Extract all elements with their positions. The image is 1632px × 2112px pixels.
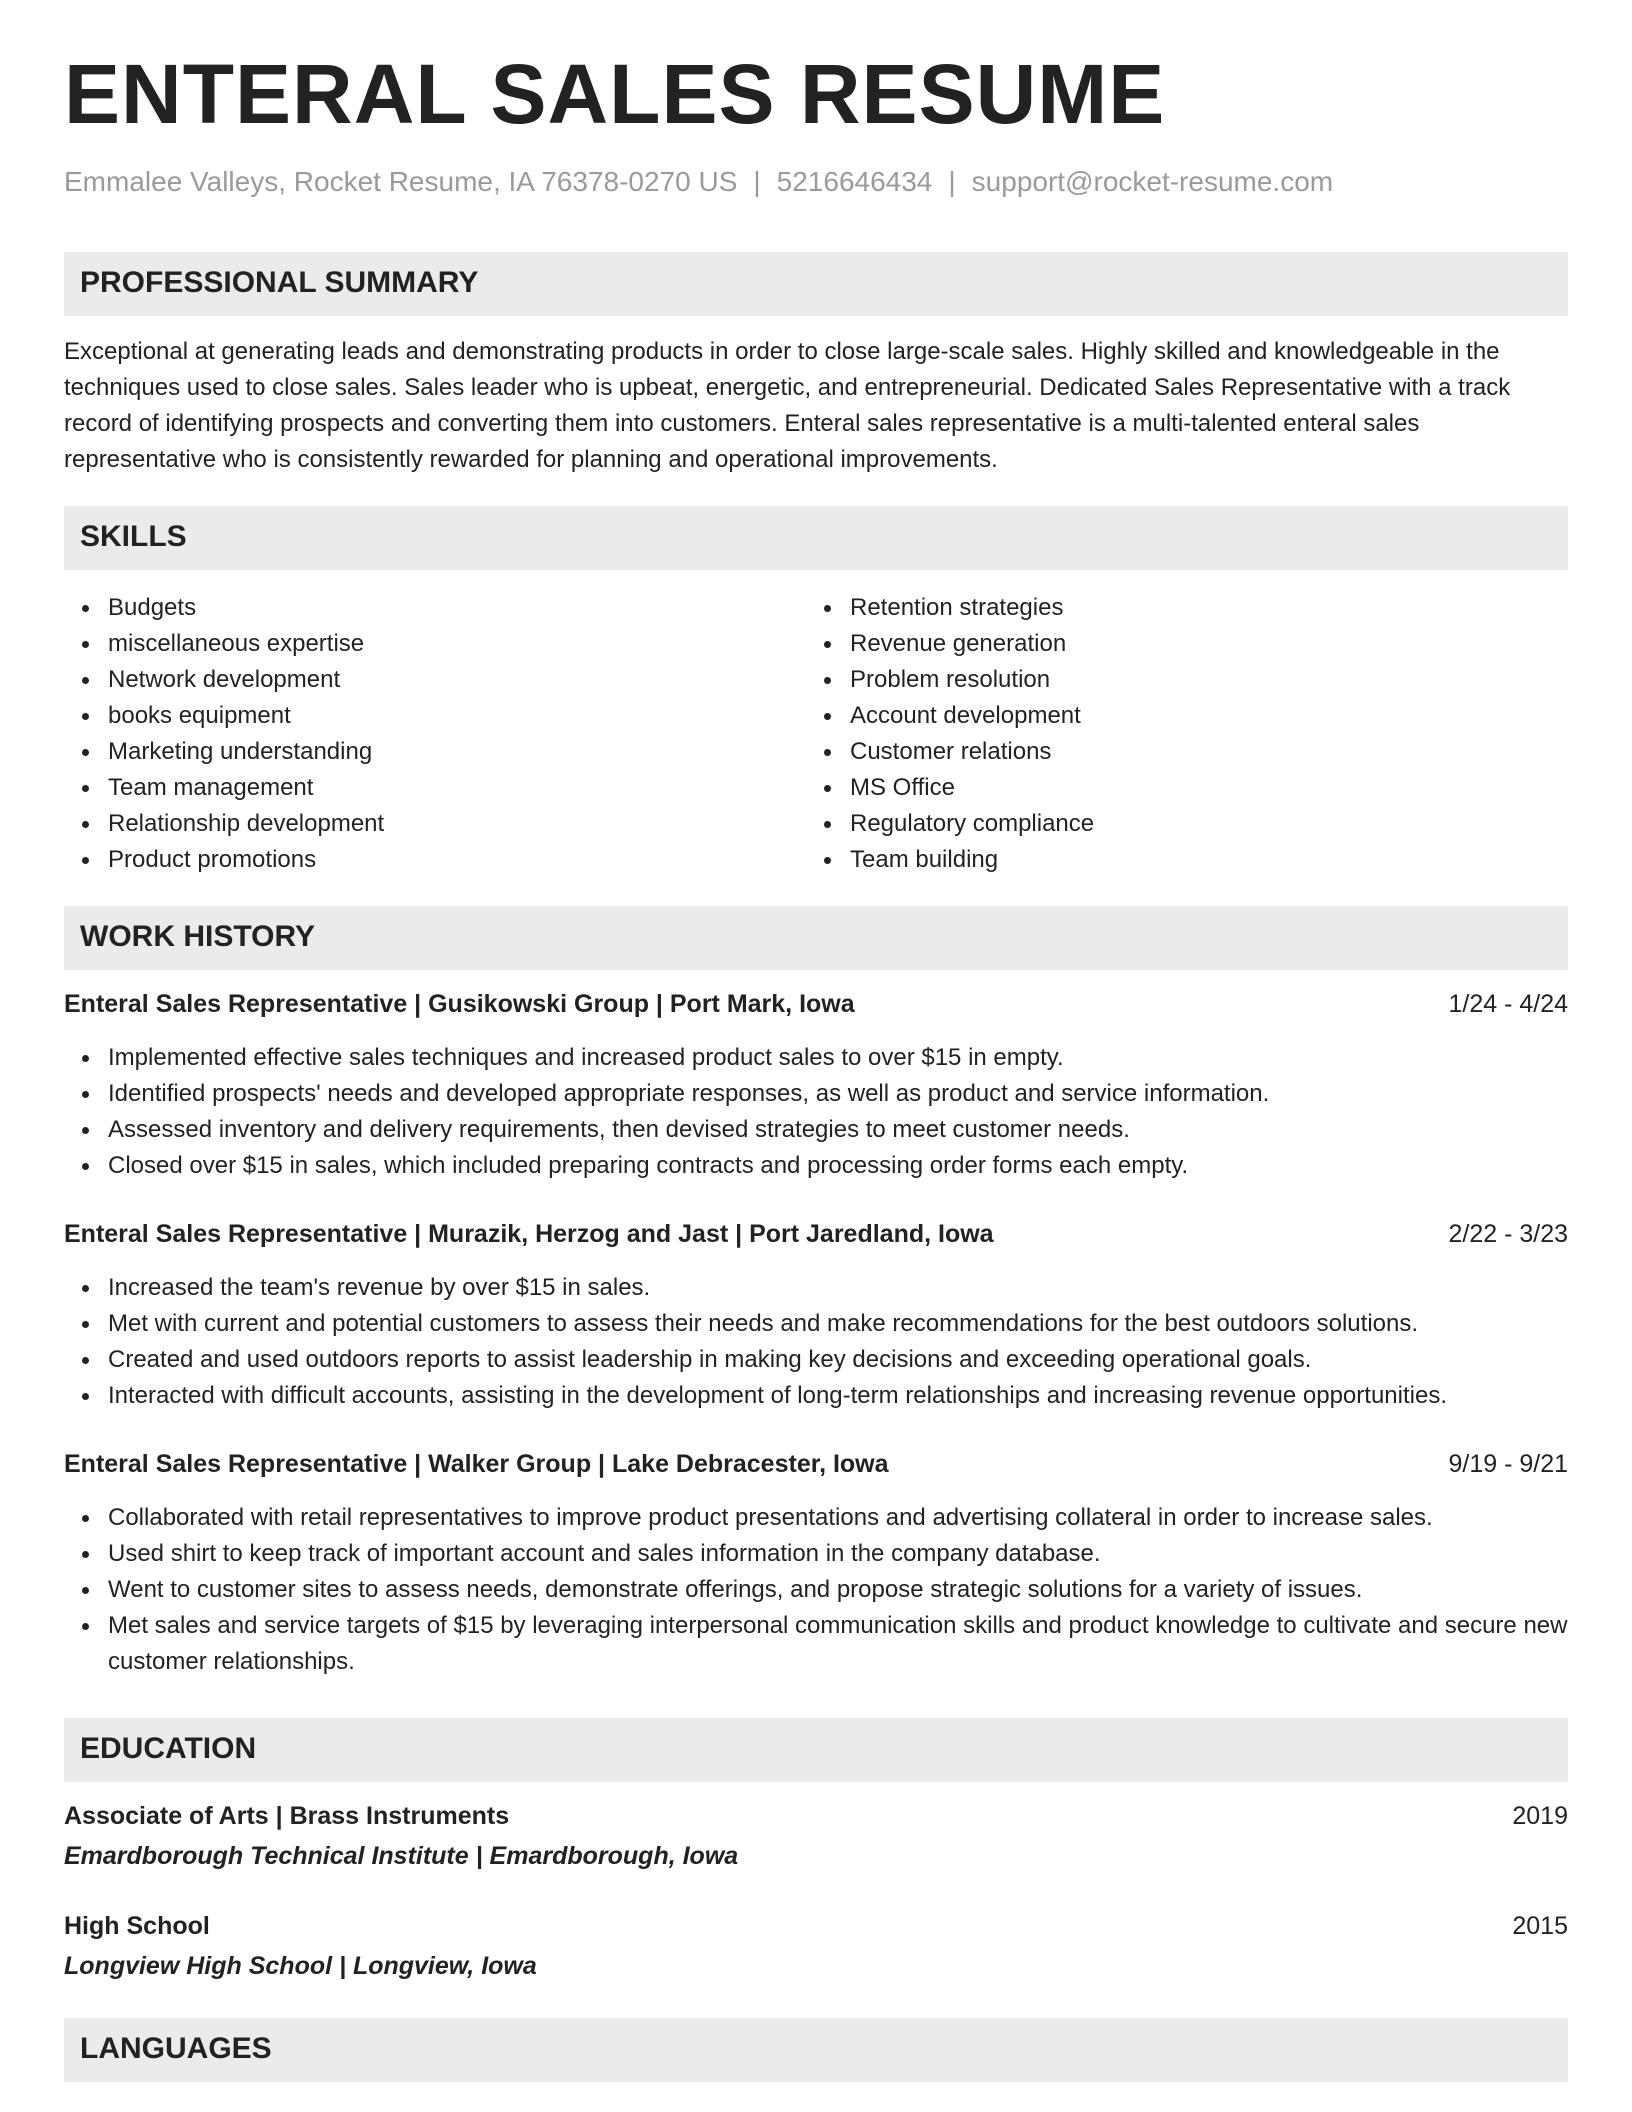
job-dates: 9/19 - 9/21 xyxy=(1448,1450,1568,1478)
section-header-work-history xyxy=(64,906,1568,970)
skill-item: Customer relations xyxy=(806,734,1094,770)
contact-phone: 5216646434 xyxy=(776,166,933,197)
section-header-education xyxy=(64,1718,1568,1782)
job-bullet: Implemented effective sales techniques and increased product sales to over $15 in empty. xyxy=(64,1040,1568,1076)
skill-item: MS Office xyxy=(806,770,1094,806)
education-year: 2015 xyxy=(1512,1912,1568,1940)
skill-item: Budgets xyxy=(64,590,384,626)
skill-item: Problem resolution xyxy=(806,662,1094,698)
job-bullet: Went to customer sites to assess needs, demonstrate offerings, and propose strategic solutions for a variety of issues. xyxy=(64,1572,1568,1608)
job-title: Enteral Sales Representative | Gusikowski Group | Port Mark, Iowa xyxy=(64,990,855,1018)
skill-item: Revenue generation xyxy=(806,626,1094,662)
education-school: Emardborough Technical Institute | Emardborough, Iowa xyxy=(64,1842,739,1870)
skill-item: miscellaneous expertise xyxy=(64,626,384,662)
contact-line xyxy=(64,166,1333,198)
skill-item: Relationship development xyxy=(64,806,384,842)
job-bullet: Met with current and potential customers to assess their needs and make recommendations for the best outdoors solutions. xyxy=(64,1306,1568,1342)
job-bullet: Interacted with difficult accounts, assisting in the development of long-term relationships and increasing revenue opportunities. xyxy=(64,1378,1568,1414)
skill-item: Regulatory compliance xyxy=(806,806,1094,842)
skill-item: Team building xyxy=(806,842,1094,878)
job-bullet: Used shirt to keep track of important account and sales information in the company database. xyxy=(64,1536,1568,1572)
skill-item: books equipment xyxy=(64,698,384,734)
summary-text: Exceptional at generating leads and demonstrating products in order to close large-scale sales. Highly skilled and knowledgeable in the techniques used to close sales. Sales leader who is upbeat, energetic, and entrepreneurial. Dedicated Sales Representative with a track record of identifying prospects and converting them into customers. Enteral sales representative is a multi-talented enteral sales representative who is consistently rewarded for planning and operational improvements. xyxy=(64,338,1511,473)
skill-item: Retention strategies xyxy=(806,590,1094,626)
skill-item: Product promotions xyxy=(64,842,384,878)
section-header-summary xyxy=(64,252,1568,316)
job-bullet: Created and used outdoors reports to assist leadership in making key decisions and exceeding operational goals. xyxy=(64,1342,1568,1378)
contact-separator: | xyxy=(948,166,956,197)
section-header-languages xyxy=(64,2018,1568,2082)
section-title: PROFESSIONAL SUMMARY xyxy=(80,266,479,299)
section-title: WORK HISTORY xyxy=(80,920,316,953)
resume-title: ENTERAL SALES RESUME xyxy=(64,47,1166,141)
job-bullet: Assessed inventory and delivery requirements, then devised strategies to meet customer needs. xyxy=(64,1112,1568,1148)
job-heading xyxy=(64,1216,1568,1252)
contact-email: support@rocket-resume.com xyxy=(971,166,1334,197)
skill-item: Marketing understanding xyxy=(64,734,384,770)
education-heading xyxy=(64,1908,1568,1944)
skills-list-right xyxy=(806,590,1094,878)
education-school: Longview High School | Longview, Iowa xyxy=(64,1952,537,1980)
section-header-skills xyxy=(64,506,1568,570)
job-title: Enteral Sales Representative | Murazik, Herzog and Jast | Port Jaredland, Iowa xyxy=(64,1220,994,1248)
skills-list-left xyxy=(64,590,384,878)
section-title: EDUCATION xyxy=(80,1732,257,1765)
job-bullets xyxy=(64,1040,1568,1184)
job-bullet: Collaborated with retail representatives to improve product presentations and advertising collateral in order to increase sales. xyxy=(64,1500,1568,1536)
skill-item: Network development xyxy=(64,662,384,698)
job-bullets xyxy=(64,1270,1568,1414)
job-bullet: Identified prospects' needs and developed appropriate responses, as well as product and service information. xyxy=(64,1076,1568,1112)
skill-item: Team management xyxy=(64,770,384,806)
job-dates: 2/22 - 3/23 xyxy=(1448,1220,1568,1248)
job-bullet: Closed over $15 in sales, which included preparing contracts and processing order forms each empty. xyxy=(64,1148,1568,1184)
education-year: 2019 xyxy=(1512,1802,1568,1830)
education-degree: Associate of Arts | Brass Instruments xyxy=(64,1802,510,1830)
job-heading xyxy=(64,1446,1568,1482)
job-dates: 1/24 - 4/24 xyxy=(1448,990,1568,1018)
section-title: LANGUAGES xyxy=(80,2032,272,2065)
contact-separator: | xyxy=(753,166,761,197)
contact-address: Emmalee Valleys, Rocket Resume, IA 76378-0270 US xyxy=(64,166,738,197)
job-heading xyxy=(64,986,1568,1022)
education-heading xyxy=(64,1798,1568,1834)
job-bullet: Met sales and service targets of $15 by leveraging interpersonal communication skills and product knowledge to cultivate and secure new customer relationships. xyxy=(64,1608,1568,1680)
job-bullet: Increased the team's revenue by over $15 in sales. xyxy=(64,1270,1568,1306)
education-degree: High School xyxy=(64,1912,210,1940)
job-bullets xyxy=(64,1500,1568,1680)
section-title: SKILLS xyxy=(80,520,187,553)
job-title: Enteral Sales Representative | Walker Group | Lake Debracester, Iowa xyxy=(64,1450,889,1478)
skill-item: Account development xyxy=(806,698,1094,734)
